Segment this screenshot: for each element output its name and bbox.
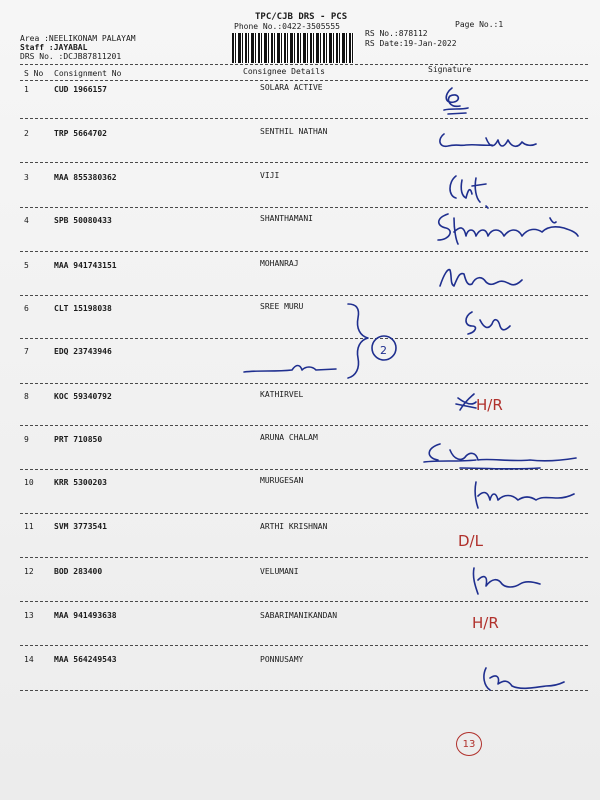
row-divider: [20, 338, 588, 339]
row-sno: 7: [24, 347, 29, 356]
header-divider: [20, 64, 588, 65]
row-consignee: MURUGESAN: [260, 476, 304, 485]
row-consignee: KATHIRVEL: [260, 390, 304, 399]
row-consignment: TRP 5664702: [54, 129, 107, 138]
signature-1: [440, 84, 470, 118]
row-divider: [20, 118, 588, 119]
row-consignment: KOC 59340792: [54, 392, 112, 401]
row-consignment: BOD 283400: [54, 567, 103, 576]
row-sno: 8: [24, 392, 29, 401]
row-consignment: MAA 564249543: [54, 655, 117, 664]
signature-14: [476, 662, 566, 698]
rs-number: RS No.:878112: [365, 29, 428, 38]
row-consignment: KRR 5300203: [54, 478, 107, 487]
total-count-circle: [456, 732, 482, 756]
staff-label: Staff :JAYABAL: [20, 43, 88, 52]
signature-10: [466, 478, 576, 512]
drs-number: DRS No. :DCJB87811201: [20, 52, 122, 61]
row-sno: 1: [24, 85, 29, 94]
row13-hr-note: H/R: [472, 614, 499, 632]
total-count: 13: [462, 738, 476, 750]
col-sno: S No: [24, 69, 44, 78]
col-consignee: Consignee Details: [243, 67, 325, 76]
row-consignment: SPB 50080433: [54, 216, 112, 225]
bracket-annotation: [330, 298, 402, 390]
rs-date: RS Date:19-Jan-2022: [365, 39, 457, 48]
row-consignee: SHANTHAMANI: [260, 214, 313, 223]
row-sno: 14: [24, 655, 34, 664]
row11-dl-note: D/L: [458, 532, 483, 550]
bracket-count: 2: [380, 344, 387, 357]
row-consignee: ARTHI KRISHNAN: [260, 522, 328, 531]
row-consignment: EDQ 23743946: [54, 347, 112, 356]
row-sno: 9: [24, 435, 29, 444]
row-sno: 13: [24, 611, 34, 620]
row-consignment: SVM 3773541: [54, 522, 107, 531]
row-divider: [20, 251, 588, 252]
row-consignee: MOHANRAJ: [260, 259, 299, 268]
row-divider: [20, 513, 588, 514]
row-consignment: PRT 710850: [54, 435, 103, 444]
row-sno: 10: [24, 478, 34, 487]
row-divider: [20, 425, 588, 426]
row-divider: [20, 207, 588, 208]
col-consignment: Consignment No: [54, 69, 122, 78]
row-consignee: ARUNA CHALAM: [260, 433, 318, 442]
row-sno: 4: [24, 216, 29, 225]
row-consignment: MAA 941493638: [54, 611, 117, 620]
row-consignment: MAA 855380362: [54, 173, 117, 182]
row-consignee: VIJI: [260, 171, 280, 180]
signature-7: [240, 354, 340, 378]
signature-5: [436, 264, 526, 292]
column-header-divider: [20, 80, 588, 81]
row-sno: 3: [24, 173, 29, 182]
row-divider: [20, 601, 588, 602]
signature-6: [458, 308, 518, 338]
signature-3: [446, 172, 496, 212]
row-divider: [20, 295, 588, 296]
signature-9: [420, 438, 580, 478]
row-consignee: VELUMANI: [260, 567, 299, 576]
row-consignee: SOLARA ACTIVE: [260, 83, 323, 92]
row-sno: 6: [24, 304, 29, 313]
row-divider: [20, 162, 588, 163]
document-title: TPC/CJB DRS - PCS: [255, 12, 348, 22]
row-consignment: MAA 941743151: [54, 261, 117, 270]
col-signature: Signature: [428, 65, 472, 74]
row-divider: [20, 645, 588, 646]
row-sno: 12: [24, 567, 34, 576]
barcode: [232, 33, 354, 63]
row-consignment: CUD 1966157: [54, 85, 107, 94]
area-label: Area :NEELIKONAM PALAYAM: [20, 34, 136, 43]
row-consignee: SENTHIL NATHAN: [260, 127, 328, 136]
row-sno: 2: [24, 129, 29, 138]
row-divider: [20, 557, 588, 558]
signature-12: [464, 564, 544, 598]
phone-number: Phone No.:0422-3505555: [234, 22, 340, 31]
row-consignee: SABARIMANIKANDAN: [260, 611, 338, 620]
signature-2: [436, 126, 540, 152]
row-consignee: PONNUSAMY: [260, 655, 304, 664]
row8-hr-note: H/R: [476, 396, 503, 414]
row-consignment: CLT 15198038: [54, 304, 112, 313]
signature-4: [430, 210, 580, 250]
page-number: Page No.:1: [455, 20, 504, 29]
row-consignee: SREE MURU: [260, 302, 304, 311]
row-sno: 11: [24, 522, 34, 531]
row-divider: [20, 383, 588, 384]
row-sno: 5: [24, 261, 29, 270]
